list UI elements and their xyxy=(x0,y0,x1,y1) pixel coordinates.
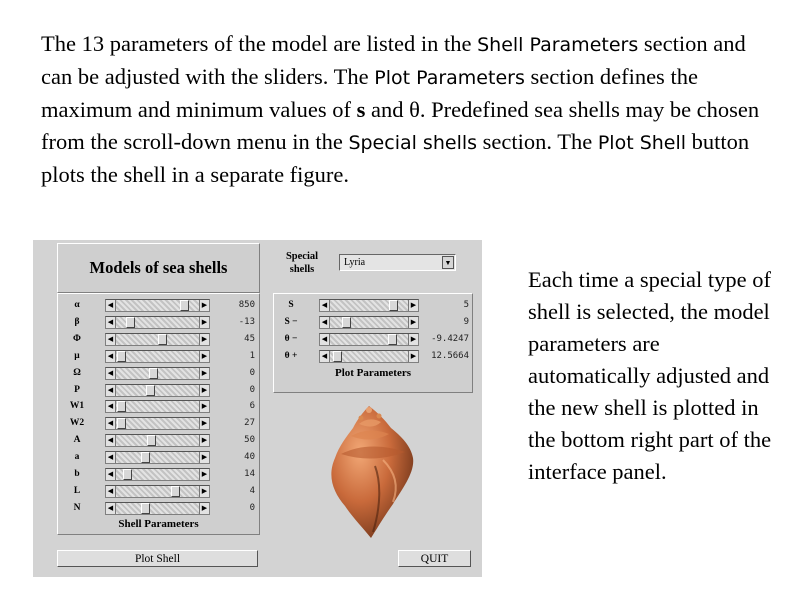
intro-theta: θ xyxy=(409,97,420,122)
parameter-row xyxy=(58,349,259,363)
plot-shell-button[interactable]: Plot Shell xyxy=(57,550,258,567)
parameter-name: A xyxy=(73,435,81,446)
slider-right-arrow-icon[interactable]: ▶ xyxy=(408,300,418,311)
parameter-name: β xyxy=(74,316,80,327)
intro-shell-parameters: Shell Parameters xyxy=(477,34,639,56)
parameter-slider[interactable] xyxy=(105,384,210,397)
intro-text: . Predefined sea shells may be chosen from the scroll-down menu in the xyxy=(41,97,760,154)
parameter-slider[interactable] xyxy=(105,316,210,329)
shell-plot xyxy=(323,402,419,540)
parameter-slider[interactable] xyxy=(105,299,210,312)
parameter-value: 0 xyxy=(249,502,255,513)
special-shells-label: Special shells xyxy=(285,251,319,275)
seashell-image xyxy=(331,406,413,538)
parameter-value: 5 xyxy=(463,300,469,310)
slider-right-arrow-icon[interactable]: ▶ xyxy=(199,351,209,362)
parameter-slider[interactable] xyxy=(105,502,210,515)
slider-left-arrow-icon[interactable]: ◀ xyxy=(106,334,116,345)
app-title: Models of sea shells xyxy=(89,258,228,277)
parameter-slider[interactable] xyxy=(319,316,419,329)
slider-left-arrow-icon[interactable]: ◀ xyxy=(106,486,116,497)
slider-thumb[interactable] xyxy=(117,418,126,429)
slider-track[interactable] xyxy=(116,401,199,412)
parameter-slider[interactable] xyxy=(319,299,419,312)
parameter-slider[interactable] xyxy=(319,350,419,363)
intro-plot-shell: Plot Shell xyxy=(597,132,687,154)
parameter-name: W1 xyxy=(69,401,85,412)
parameter-value: 40 xyxy=(244,452,255,463)
slider-left-arrow-icon[interactable]: ◀ xyxy=(320,351,330,362)
parameter-row xyxy=(274,332,472,346)
slider-left-arrow-icon[interactable]: ◀ xyxy=(106,452,116,463)
slider-left-arrow-icon[interactable]: ◀ xyxy=(106,385,116,396)
slider-thumb[interactable] xyxy=(123,469,132,480)
slider-track[interactable] xyxy=(116,503,199,514)
intro-paragraph xyxy=(41,28,771,191)
parameter-row xyxy=(274,315,472,329)
parameter-row xyxy=(58,416,259,430)
plot-parameters-frame xyxy=(273,293,473,393)
slider-thumb[interactable] xyxy=(117,351,126,362)
parameter-slider[interactable] xyxy=(105,468,210,481)
intro-text: button plots the shell in a separate figure. xyxy=(41,129,750,187)
slider-left-arrow-icon[interactable]: ◀ xyxy=(320,317,330,328)
parameter-row xyxy=(58,399,259,413)
slider-thumb[interactable] xyxy=(117,401,126,412)
slider-thumb[interactable] xyxy=(158,334,167,345)
slider-thumb[interactable] xyxy=(171,486,180,497)
parameter-row xyxy=(58,467,259,481)
slider-thumb[interactable] xyxy=(149,368,158,379)
slider-right-arrow-icon[interactable]: ▶ xyxy=(199,469,209,480)
slider-right-arrow-icon[interactable]: ▶ xyxy=(408,334,418,345)
slider-left-arrow-icon[interactable]: ◀ xyxy=(106,418,116,429)
slider-left-arrow-icon[interactable]: ◀ xyxy=(320,334,330,345)
intro-text: section. The xyxy=(477,129,598,154)
slider-left-arrow-icon[interactable]: ◀ xyxy=(106,351,116,362)
slider-left-arrow-icon[interactable]: ◀ xyxy=(320,300,330,311)
plot-parameters-label: Plot Parameters xyxy=(334,367,412,379)
slider-thumb[interactable] xyxy=(126,317,135,328)
slider-thumb[interactable] xyxy=(342,317,351,328)
slider-thumb[interactable] xyxy=(141,503,150,514)
parameter-slider[interactable] xyxy=(105,367,210,380)
slider-track[interactable] xyxy=(116,452,199,463)
parameter-slider[interactable] xyxy=(105,417,210,430)
slider-track[interactable] xyxy=(116,385,199,396)
slider-left-arrow-icon[interactable]: ◀ xyxy=(106,317,116,328)
slider-right-arrow-icon[interactable]: ▶ xyxy=(199,418,209,429)
parameter-row xyxy=(58,383,259,397)
parameter-value: 50 xyxy=(244,435,255,446)
parameter-name: S xyxy=(288,300,294,310)
parameter-value: 6 xyxy=(249,401,255,412)
slider-right-arrow-icon[interactable]: ▶ xyxy=(199,368,209,379)
parameter-value: -9.4247 xyxy=(431,333,469,344)
intro-text: section and can be adjusted with the sliders. The xyxy=(41,31,746,89)
intro-text: and xyxy=(365,97,410,122)
parameter-name: μ xyxy=(74,350,80,361)
parameter-name: a xyxy=(74,452,80,463)
parameter-value: 9 xyxy=(463,316,469,327)
slider-left-arrow-icon[interactable]: ◀ xyxy=(106,503,116,514)
slider-right-arrow-icon[interactable]: ▶ xyxy=(199,334,209,345)
slider-thumb[interactable] xyxy=(388,334,397,345)
parameter-name: b xyxy=(74,469,80,479)
slider-thumb[interactable] xyxy=(180,300,189,311)
intro-s: s xyxy=(356,97,366,122)
slider-left-arrow-icon[interactable]: ◀ xyxy=(106,368,116,379)
parameter-slider[interactable] xyxy=(105,434,210,447)
parameter-slider[interactable] xyxy=(105,451,210,464)
parameter-value: 27 xyxy=(244,418,255,429)
parameter-name: θ − xyxy=(284,333,298,344)
parameter-row xyxy=(58,332,259,346)
parameter-name: Ω xyxy=(73,367,81,378)
parameter-value: 0 xyxy=(249,384,255,395)
parameter-value: 14 xyxy=(244,469,255,479)
parameter-row xyxy=(58,298,259,312)
slider-thumb[interactable] xyxy=(333,351,342,362)
parameter-name: L xyxy=(73,485,81,496)
quit-button[interactable]: QUIT xyxy=(398,550,471,567)
parameter-row xyxy=(58,433,259,447)
parameter-value: 12.5664 xyxy=(431,350,469,361)
parameter-name: Φ xyxy=(73,333,81,344)
parameter-name: α xyxy=(74,300,80,310)
slider-left-arrow-icon[interactable]: ◀ xyxy=(106,401,116,412)
slider-track[interactable] xyxy=(116,435,199,446)
intro-text: The 13 parameters of the model are listed in the xyxy=(41,31,478,56)
slider-left-arrow-icon[interactable]: ◀ xyxy=(106,435,116,446)
slider-thumb[interactable] xyxy=(146,385,155,396)
parameter-name: N xyxy=(73,502,81,513)
parameter-row xyxy=(58,501,259,515)
parameter-row xyxy=(58,366,259,380)
parameter-value: 1 xyxy=(249,350,255,361)
slider-right-arrow-icon[interactable]: ▶ xyxy=(408,351,418,362)
slider-track[interactable] xyxy=(116,486,199,497)
sea-shell-interface-panel xyxy=(33,240,482,577)
slider-right-arrow-icon[interactable]: ▶ xyxy=(199,401,209,412)
parameter-row xyxy=(58,484,259,498)
parameter-value: 45 xyxy=(244,333,255,344)
slider-thumb[interactable] xyxy=(141,452,150,463)
parameter-value: -13 xyxy=(238,316,255,327)
special-shells-dropdown[interactable] xyxy=(339,254,456,271)
slider-right-arrow-icon[interactable]: ▶ xyxy=(199,452,209,463)
shell-parameters-label: Shell Parameters xyxy=(118,518,199,530)
intro-plot-parameters: Plot Parameters xyxy=(374,67,525,89)
slider-right-arrow-icon[interactable]: ▶ xyxy=(199,486,209,497)
parameter-slider[interactable] xyxy=(105,485,210,498)
shell-parameters-frame xyxy=(57,293,260,535)
slider-left-arrow-icon[interactable]: ◀ xyxy=(106,469,116,480)
slider-right-arrow-icon[interactable]: ▶ xyxy=(199,385,209,396)
parameter-slider[interactable] xyxy=(105,400,210,413)
slider-thumb[interactable] xyxy=(147,435,156,446)
side-paragraph: Each time a special type of shell is selected, the model parameters are automatically adjusted and the new shell is plotted in the bottom right part of the interface panel. xyxy=(528,267,772,484)
parameter-slider[interactable] xyxy=(105,350,210,363)
parameter-value: 850 xyxy=(238,300,255,310)
parameter-row xyxy=(58,450,259,464)
slider-right-arrow-icon[interactable]: ▶ xyxy=(199,435,209,446)
slider-left-arrow-icon[interactable]: ◀ xyxy=(106,300,116,311)
slider-right-arrow-icon[interactable]: ▶ xyxy=(199,503,209,514)
parameter-name: P xyxy=(74,384,80,395)
dropdown-arrow-icon[interactable]: ▼ xyxy=(442,256,454,269)
parameter-name: W2 xyxy=(69,418,85,429)
slider-thumb[interactable] xyxy=(389,300,398,311)
slider-right-arrow-icon[interactable]: ▶ xyxy=(408,317,418,328)
parameter-row xyxy=(274,298,472,312)
slider-track[interactable] xyxy=(116,418,199,429)
special-shells-value: Lyria xyxy=(344,257,366,268)
parameter-slider[interactable] xyxy=(319,333,419,346)
parameter-slider[interactable] xyxy=(105,333,210,346)
slider-right-arrow-icon[interactable]: ▶ xyxy=(199,317,209,328)
slider-right-arrow-icon[interactable]: ▶ xyxy=(199,300,209,311)
parameter-row xyxy=(274,349,472,363)
parameter-value: 0 xyxy=(249,367,255,378)
parameter-row xyxy=(58,315,259,329)
intro-text: section defines the maximum and minimum values of xyxy=(41,64,698,122)
intro-special-shells: Special shells xyxy=(348,132,478,154)
parameter-name: S − xyxy=(284,316,298,327)
title-frame xyxy=(57,243,260,293)
slider-track[interactable] xyxy=(116,351,199,362)
parameter-value: 4 xyxy=(249,485,255,496)
parameter-name: θ + xyxy=(284,350,298,361)
